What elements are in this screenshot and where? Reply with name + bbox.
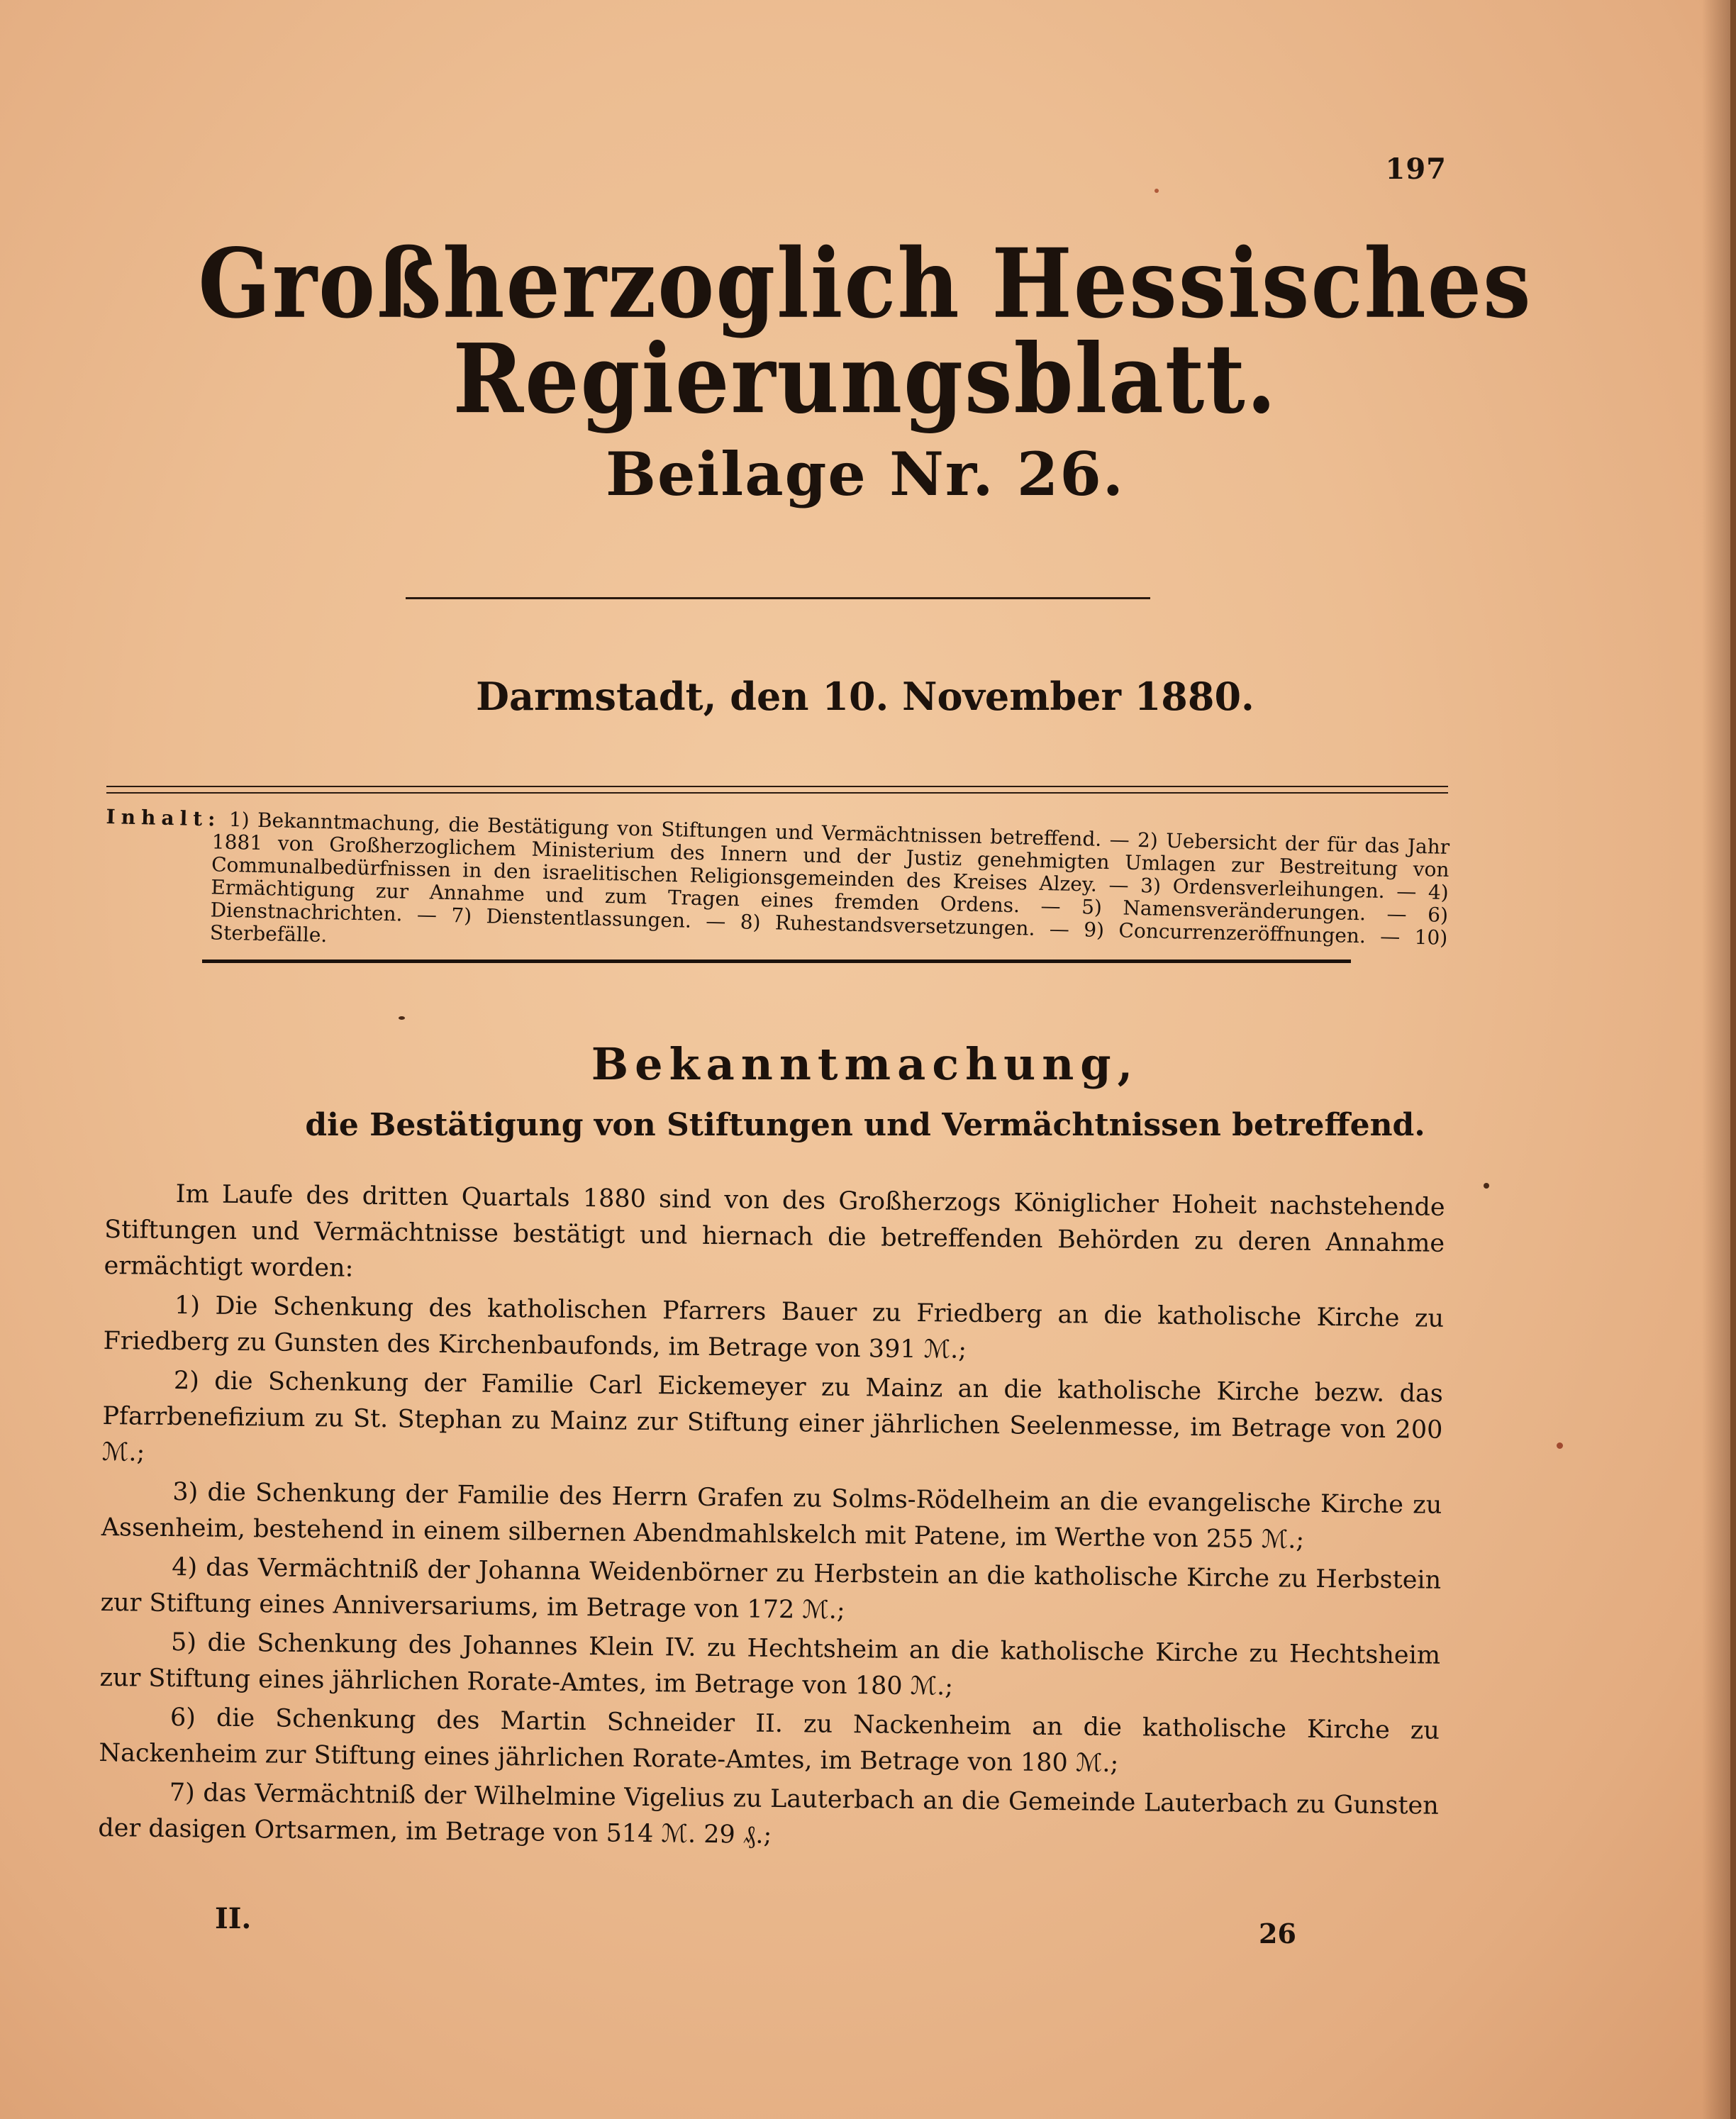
masthead-title: Großherzoglich Hessisches Regierungsblatt. (198, 228, 1532, 435)
supplement-number: Beilage Nr. 26. (605, 439, 1125, 509)
announcement-body (98, 1176, 1445, 1864)
announcement-heading: Bekanntmachung, (591, 1038, 1140, 1090)
contents-top-rule (106, 786, 1448, 787)
footer-sheet-number: 26 (1259, 1918, 1296, 1950)
page-number: 197 (1385, 152, 1447, 186)
contents-text: 1) Bekanntmachung, die Bestätigung von Stiftungen und Vermächtnissen betreffend. — 2) Uebersicht der für das Jahr 1881 von Großherzoglichem Ministerium des Innern und der Justiz genehmigten Umlagen zur Bestreitung von Communalbedürfnissen in den israelitischen Religionsgemeinden des Kreises Alzey. — 3) Ordensverleihungen. — 4) Ermächtigung zur Annahme und zum Tragen eines fremden Ordens. — 5) Namensveränderungen. — 6) Dienstnachrichten. — 7) Dienstentlassungen. — 8) Ruhestandsversetzungen. — 9) Concurrenzeröffnungen. — 10) Sterbefälle. (209, 807, 1450, 950)
list-item: 1) Die Schenkung des katholischen Pfarrers Bauer zu Friedberg an die katholische Kirche zu Friedberg zu Gunsten des Kirchenbaufonds, im Betrage von 391 ℳ.; (103, 1291, 1445, 1364)
list-item: 2) die Schenkung der Familie Carl Eickemeyer zu Mainz an die katholische Kirche bezw. das Pfarrbenefizium zu St. Stephan zu Mainz zur Stiftung einer jährlichen Seelenmesse, im Betrage von 200 ℳ.; (101, 1367, 1444, 1467)
footer-signature-mark: II. (215, 1902, 252, 1935)
contents-bottom-rule (202, 960, 1351, 963)
list-item: 3) die Schenkung der Familie des Herrn Grafen zu Solms-Rödelheim an die evangelische Kirche zu Assenheim, bestehend in einem silbernen Abendmahlskelch mit Patene, im Werthe von 255 ℳ.; (101, 1478, 1442, 1555)
paper-speck (1484, 1183, 1489, 1189)
paper-speck (399, 1016, 405, 1020)
paper-speck (1154, 189, 1159, 193)
list-item: 5) die Schenkung des Johannes Klein IV. zu Hechtsheim an die katholische Kirche zu Hechtsheim zur Stiftung eines jährlichen Rorate-Amtes, im Betrage von 180 ℳ.; (99, 1628, 1441, 1701)
table-of-contents (104, 806, 1450, 972)
contents-top-rule-second (106, 792, 1448, 794)
list-item: 4) das Vermächtniß der Johanna Weidenbörner zu Herbstein an die katholische Kirche zu Herbstein zur Stiftung eines Anniversariums, im Betrage von 172 ℳ.; (100, 1553, 1442, 1625)
announcement-subheading: die Bestätigung von Stiftungen und Vermächtnissen betreffend. (305, 1107, 1425, 1143)
date-line: Darmstadt, den 10. November 1880. (476, 674, 1254, 719)
list-item: 7) das Vermächtniß der Wilhelmine Vigelius zu Lauterbach an die Gemeinde Lauterbach zu Gunsten der dasigen Ortsarmen, im Betrage von 514 ℳ. 29 ₰.; (98, 1779, 1440, 1850)
intro-paragraph: Im Laufe des dritten Quartals 1880 sind von des Großherzogs Königlicher Hoheit nachstehende Stiftungen und Vermächtnisse bestätigt und hiernach die betreffenden Behörden zu deren Annahme ermächtigt worden: (104, 1180, 1445, 1283)
paper-speck (1557, 1442, 1563, 1449)
title-divider (406, 597, 1150, 599)
contents-label: Inhalt: (106, 805, 221, 831)
list-item: 6) die Schenkung des Martin Schneider II. zu Nackenheim an die katholische Kirche zu Nackenheim zur Stiftung eines jährlichen Rorate-Amtes, im Betrage von 180 ℳ.; (99, 1703, 1440, 1779)
